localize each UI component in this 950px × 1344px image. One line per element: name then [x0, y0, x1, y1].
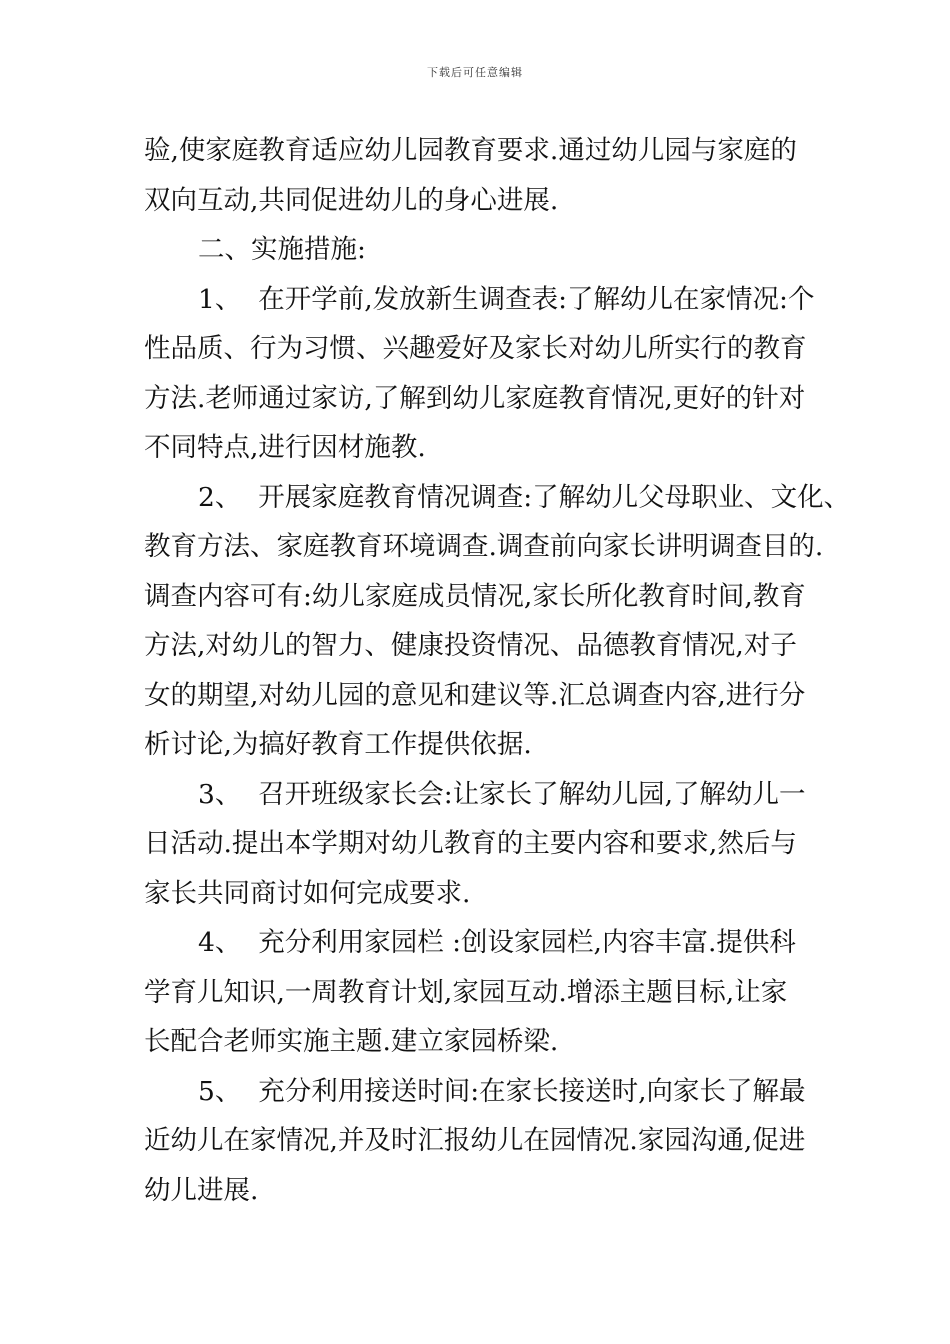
text-line: 方法.老师通过家访,了解到幼儿家庭教育情况,更好的针对 [144, 382, 806, 414]
text-line: 性品质、行为习惯、兴趣爱好及家长对幼儿所实行的教育 [144, 333, 807, 364]
list-item-2: 2、 开展家庭教育情况调查:了解幼儿父母职业、文化、 [198, 481, 851, 513]
list-item-1: 1、 在开学前,发放新生调查表:了解幼儿在家情况:个 [198, 283, 815, 315]
list-item-4: 4、 充分利用家园栏 :创设家园栏,内容丰富.提供科 [198, 927, 796, 958]
list-item-3: 3、 召开班级家长会:让家长了解幼儿园,了解幼儿一 [198, 778, 806, 810]
list-item-5: 5、 充分利用接送时间:在家长接送时,向家长了解最 [198, 1075, 806, 1107]
section-heading: 二、实施措施: [198, 234, 366, 265]
text-line: 近幼儿在家情况,并及时汇报幼儿在园情况.家园沟通,促进 [144, 1125, 806, 1156]
text-line: 不同特点,进行因材施教. [144, 432, 426, 463]
text-line: 幼儿进展. [144, 1174, 259, 1206]
document-body [144, 126, 851, 1215]
text-line: 析讨论,为搞好教育工作提供依据. [144, 729, 532, 760]
text-line: 女的期望,对幼儿园的意见和建议等.汇总调查内容,进行分 [144, 679, 806, 711]
text-line: 双向互动,共同促进幼儿的身心进展. [144, 184, 559, 216]
text-line: 学育儿知识,一周教育计划,家园互动.增添主题目标,让家 [144, 976, 788, 1008]
page-header: 下载后可任意编辑 [427, 66, 523, 79]
text-line: 长配合老师实施主题.建立家园桥梁. [144, 1026, 559, 1057]
text-line: 验,使家庭教育适应幼儿园教育要求.通过幼儿园与家庭的 [144, 135, 797, 166]
text-line: 日活动.提出本学期对幼儿教育的主要内容和要求,然后与 [144, 828, 797, 859]
text-line: 家长共同商讨如何完成要求. [144, 877, 471, 909]
text-line: 调查内容可有:幼儿家庭成员情况,家长所化教育时间,教育 [144, 580, 806, 612]
text-line: 方法,对幼儿的智力、健康投资情况、品德教育情况,对子 [144, 630, 797, 661]
text-line: 教育方法、家庭教育环境调查.调查前向家长讲明调查目的. [144, 531, 824, 562]
